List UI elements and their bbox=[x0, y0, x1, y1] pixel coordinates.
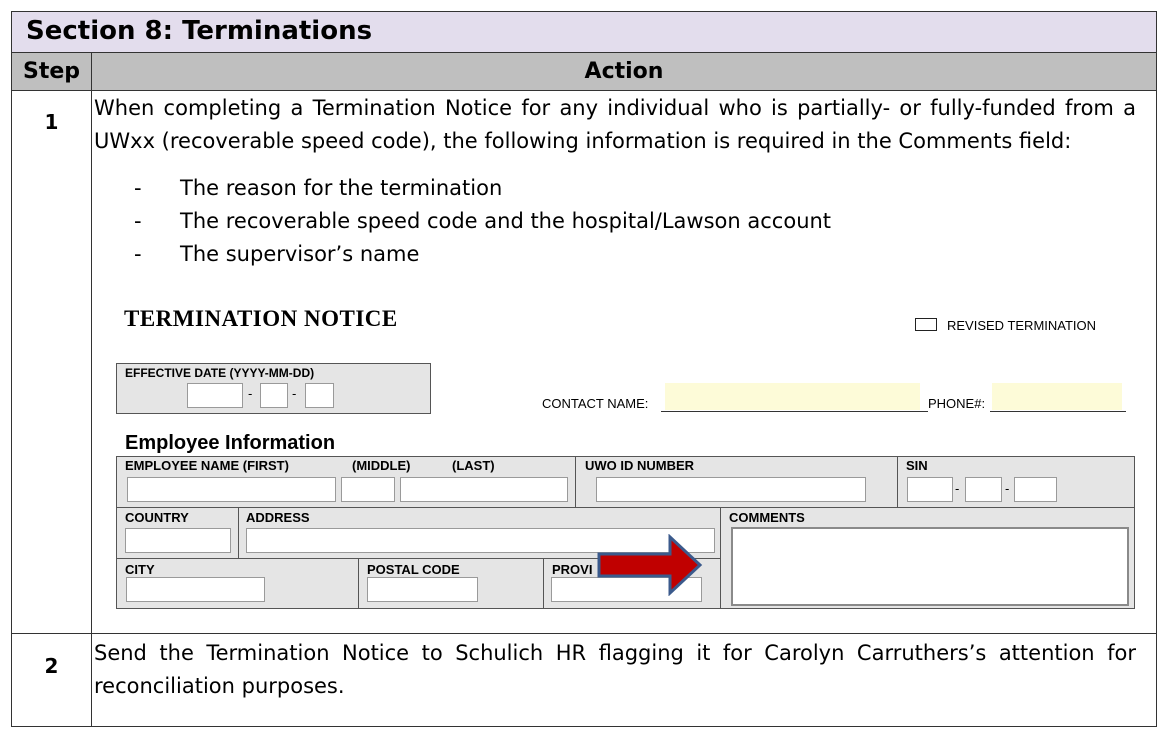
city-label: CITY bbox=[125, 562, 155, 577]
header-step: Step bbox=[22, 59, 81, 84]
province-label: PROVI bbox=[552, 562, 593, 577]
sin-box-3 bbox=[1014, 477, 1057, 502]
header-action: Action bbox=[584, 59, 664, 84]
form-title: TERMINATION NOTICE bbox=[124, 306, 398, 331]
grid-line bbox=[720, 507, 1135, 508]
sin-label: SIN bbox=[906, 458, 928, 473]
revised-termination-checkbox bbox=[915, 318, 937, 331]
grid-line bbox=[575, 456, 576, 507]
middle-name-label: (MIDDLE) bbox=[352, 458, 411, 473]
arrow-right-icon bbox=[596, 534, 704, 596]
comments-box bbox=[731, 527, 1129, 606]
grid-line bbox=[358, 558, 359, 609]
middle-name-box bbox=[341, 477, 395, 502]
column-divider bbox=[91, 53, 92, 726]
grid-line bbox=[116, 507, 720, 508]
postal-code-box bbox=[367, 577, 478, 602]
grid-line bbox=[897, 456, 898, 507]
divider bbox=[12, 90, 1156, 91]
first-name-box bbox=[127, 477, 336, 502]
city-box bbox=[126, 577, 265, 602]
section-title-bar bbox=[12, 12, 1156, 52]
comments-label: COMMENTS bbox=[729, 510, 805, 525]
step-number: 1 bbox=[44, 110, 59, 134]
grid-line bbox=[238, 507, 239, 558]
last-name-label: (LAST) bbox=[452, 458, 495, 473]
employee-name-label: EMPLOYEE NAME (FIRST) bbox=[125, 458, 289, 473]
contact-name-highlight bbox=[665, 383, 920, 410]
date-separator: - bbox=[248, 386, 253, 401]
step-number: 2 bbox=[44, 654, 59, 678]
date-day-box bbox=[305, 383, 334, 408]
sin-separator: - bbox=[955, 481, 960, 496]
date-year-box bbox=[187, 383, 243, 408]
date-separator: - bbox=[292, 386, 297, 401]
phone-label: PHONE#: bbox=[928, 396, 986, 411]
phone-line bbox=[990, 411, 1126, 412]
country-box bbox=[125, 528, 231, 553]
step-1-text: When completing a Termination Notice for any individual who is partially- or fully-funded from a UWxx (recoverable speed code), the following information is required in the Comments field: bbox=[94, 96, 1136, 153]
grid-line bbox=[543, 558, 544, 609]
uwo-id-box bbox=[596, 477, 866, 502]
address-label: ADDRESS bbox=[246, 510, 310, 525]
sin-box-2 bbox=[965, 477, 1002, 502]
country-label: COUNTRY bbox=[125, 510, 189, 525]
section-title: Section 8: Terminations bbox=[26, 16, 373, 46]
sin-box-1 bbox=[907, 477, 953, 502]
last-name-box bbox=[400, 477, 568, 502]
table-header-row bbox=[12, 53, 1156, 90]
effective-date-label: EFFECTIVE DATE (YYYY-MM-DD) bbox=[125, 366, 315, 380]
step-2-text: Send the Termination Notice to Schulich HR flagging it for Carolyn Carruthers’s attention for reconciliation purposes. bbox=[94, 641, 1136, 698]
uwo-id-label: UWO ID NUMBER bbox=[585, 458, 695, 473]
date-month-box bbox=[260, 383, 288, 408]
contact-name-label: CONTACT NAME: bbox=[542, 396, 649, 411]
grid-line bbox=[720, 507, 721, 609]
phone-highlight bbox=[992, 383, 1122, 410]
sin-separator: - bbox=[1005, 481, 1010, 496]
employee-info-heading: Employee Information bbox=[125, 432, 336, 454]
contact-name-line bbox=[661, 411, 928, 412]
divider bbox=[12, 633, 1156, 634]
revised-termination-label: REVISED TERMINATION bbox=[947, 318, 1097, 333]
postal-code-label: POSTAL CODE bbox=[367, 562, 460, 577]
